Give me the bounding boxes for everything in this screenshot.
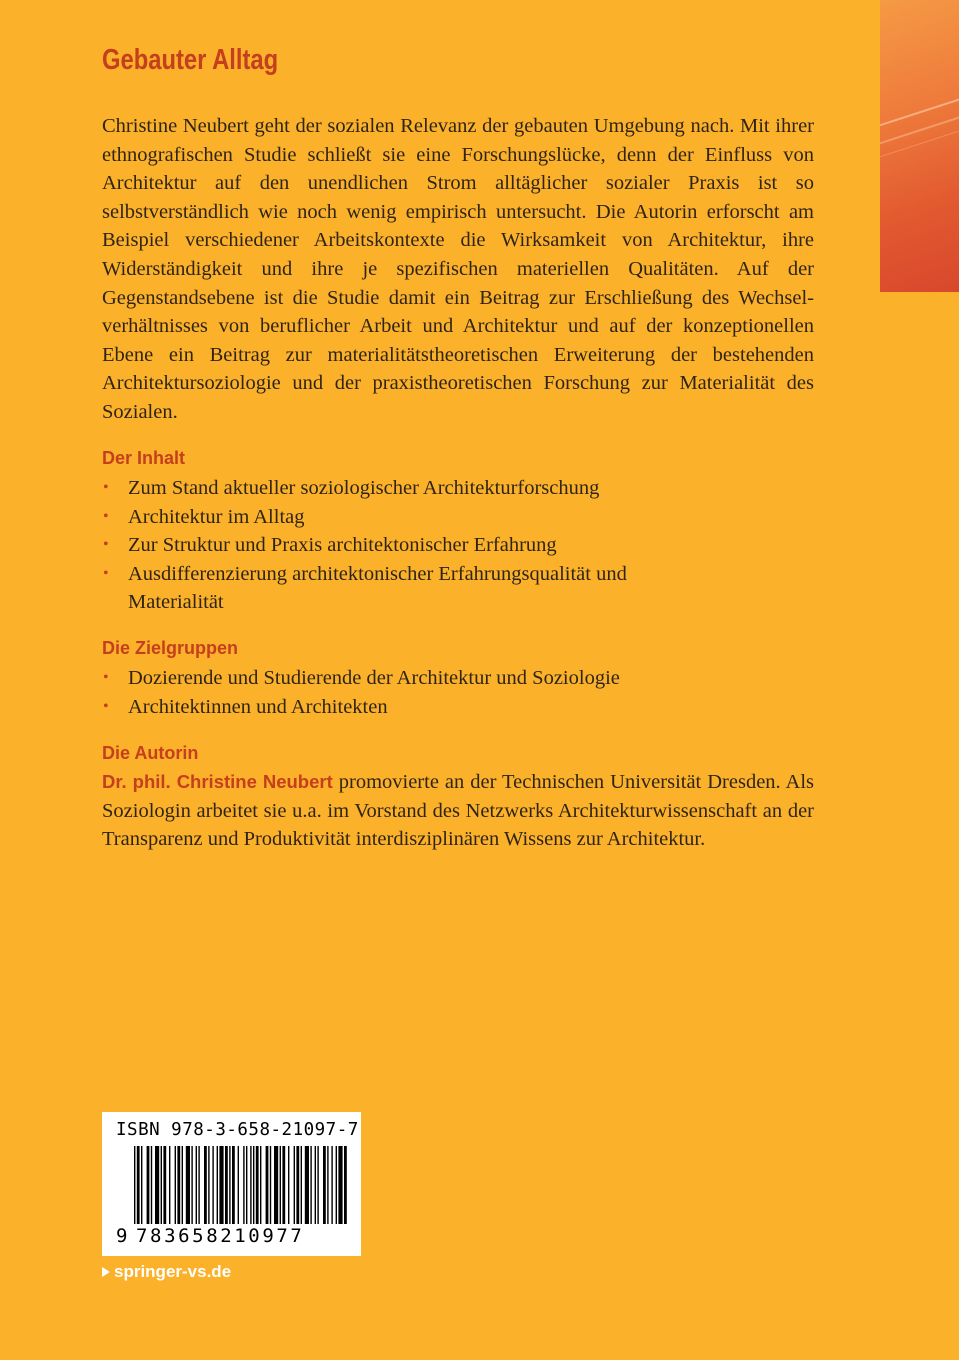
isbn-label: ISBN 978-3-658-21097-7 <box>116 1120 359 1140</box>
barcode-bar <box>134 1146 135 1224</box>
barcode-bar <box>155 1146 159 1224</box>
barcode-bar <box>238 1146 239 1224</box>
barcode-bar <box>270 1146 271 1224</box>
barcode-bar <box>169 1146 170 1224</box>
author-bio: Dr. phil. Christine Neubert promovierte an der Technischen Universität Dresden. Als Soziologin arbeitet sie u.a. im Vorstand des Netzwerks Architekturwissenschaft an der Transparenz und Produktivität interdisziplinären Wissens zur Architektur. <box>102 771 814 851</box>
barcode-bar <box>336 1146 337 1224</box>
barcode-bar <box>327 1146 328 1224</box>
barcode-bars <box>134 1146 348 1236</box>
book-title: Gebauter Alltag <box>102 44 279 76</box>
barcode-bar <box>198 1146 199 1224</box>
barcode-bar <box>151 1146 152 1224</box>
author-name: Dr. phil. Christine Neubert <box>102 771 333 792</box>
barcode-bar <box>163 1146 166 1224</box>
barcode-bar <box>282 1146 285 1224</box>
list-item: • Zum Stand aktueller soziologischer Architekturforschung <box>102 474 814 503</box>
bullet-icon: • <box>103 507 109 525</box>
barcode-bar <box>161 1146 162 1224</box>
barcode-bar <box>232 1146 235 1224</box>
contents-list <box>102 474 814 617</box>
barcode-bar <box>186 1146 190 1224</box>
website-text: springer-vs.de <box>114 1262 232 1281</box>
barcode-bar <box>141 1146 142 1224</box>
barcode-bar <box>280 1146 281 1224</box>
barcode-bar <box>274 1146 278 1224</box>
bullet-icon: • <box>103 536 109 554</box>
barcode-bar <box>317 1146 318 1224</box>
author-heading: Die Autorin <box>102 743 199 763</box>
audience-list <box>102 664 814 721</box>
barcode-bar <box>191 1146 192 1224</box>
barcode-bar <box>225 1146 228 1224</box>
barcode-bar <box>315 1146 316 1224</box>
bullet-icon: • <box>103 479 109 496</box>
contents-heading: Der Inhalt <box>102 448 186 468</box>
barcode-first-digit: 9 <box>116 1225 128 1247</box>
barcode-bar <box>217 1146 218 1224</box>
barcode-bar <box>243 1146 244 1224</box>
barcode-bar <box>219 1146 223 1224</box>
barcode-bar <box>175 1146 176 1224</box>
barcode-bar <box>253 1146 254 1224</box>
barcode-bar <box>260 1146 261 1224</box>
barcode-bar <box>344 1146 347 1224</box>
bullet-icon: • <box>103 697 109 715</box>
barcode-bar <box>212 1146 213 1224</box>
barcode-bar <box>288 1146 289 1224</box>
list-item: • Zur Struktur und Praxis architektonischer Erfahrung <box>102 531 814 560</box>
barcode-bar <box>182 1146 183 1224</box>
barcode-bar <box>137 1146 140 1224</box>
barcode-digits: 783658210977 <box>136 1225 305 1247</box>
barcode-bar <box>196 1146 197 1224</box>
barcode-bar <box>331 1146 332 1224</box>
barcode-bar <box>177 1146 180 1224</box>
bullet-icon: • <box>103 564 109 582</box>
barcode-bar <box>305 1146 309 1224</box>
barcode-bar <box>338 1146 342 1224</box>
list-item: • Ausdifferenzierung architektonischer Erfahrungsqualität und Materialität <box>102 560 688 617</box>
barcode-bar <box>208 1146 209 1224</box>
barcode-bar <box>246 1146 247 1224</box>
list-item: • Dozierende und Studierende der Architektur und Soziologie <box>102 664 814 693</box>
book-description: Christine Neubert geht der sozialen Relevanz der gebauten Umgebung nach. Mit ihrer ethnografischen Studie schließt sie eine Forschungslücke, denn der Einfluss von Architektur auf den unendlichen Strom alltäglicher sozialer Praxis ist so selbstverständlich wie noch wenig empirisch untersucht. Die Autorin erforscht am Beispiel verschiedener Arbeitskontexte die Wirksamkeit von Architektur, ihre Widerständigkeit und ihre je spezifischen materiellen Qualitäten. Auf der Gegenstandsebene ist die Studie damit ein Beitrag zur Erschließung des Wechselverhältnisses von beruflicher Arbeit und Architektur und auf der konzeptionellen Ebene ein Beitrag zur materialitätstheoretischen Erweiterung der bestehenden Architektursoziologie und der praxistheoretischen Forschung zur Materialität des Sozialen. <box>102 115 814 423</box>
barcode-bar <box>323 1146 326 1224</box>
barcode-bar <box>147 1146 150 1224</box>
barcode <box>102 1112 361 1256</box>
list-item: • Architektinnen und Architekten <box>102 693 814 722</box>
barcode-bar <box>266 1146 269 1224</box>
barcode-bar <box>301 1146 302 1224</box>
barcode-bar <box>250 1146 251 1224</box>
barcode-bar <box>296 1146 299 1224</box>
bullet-icon: • <box>103 669 109 686</box>
barcode-bar <box>310 1146 311 1224</box>
list-item: • Architektur im Alltag <box>102 503 814 532</box>
audience-heading: Die Zielgruppen <box>102 638 239 658</box>
barcode-bar <box>294 1146 295 1224</box>
barcode-bar <box>204 1146 207 1224</box>
website-link[interactable] <box>102 1262 231 1282</box>
barcode-bar <box>229 1146 230 1224</box>
barcode-bar <box>256 1146 259 1224</box>
corner-decoration <box>880 0 959 292</box>
triangle-arrow-icon <box>102 1267 110 1277</box>
